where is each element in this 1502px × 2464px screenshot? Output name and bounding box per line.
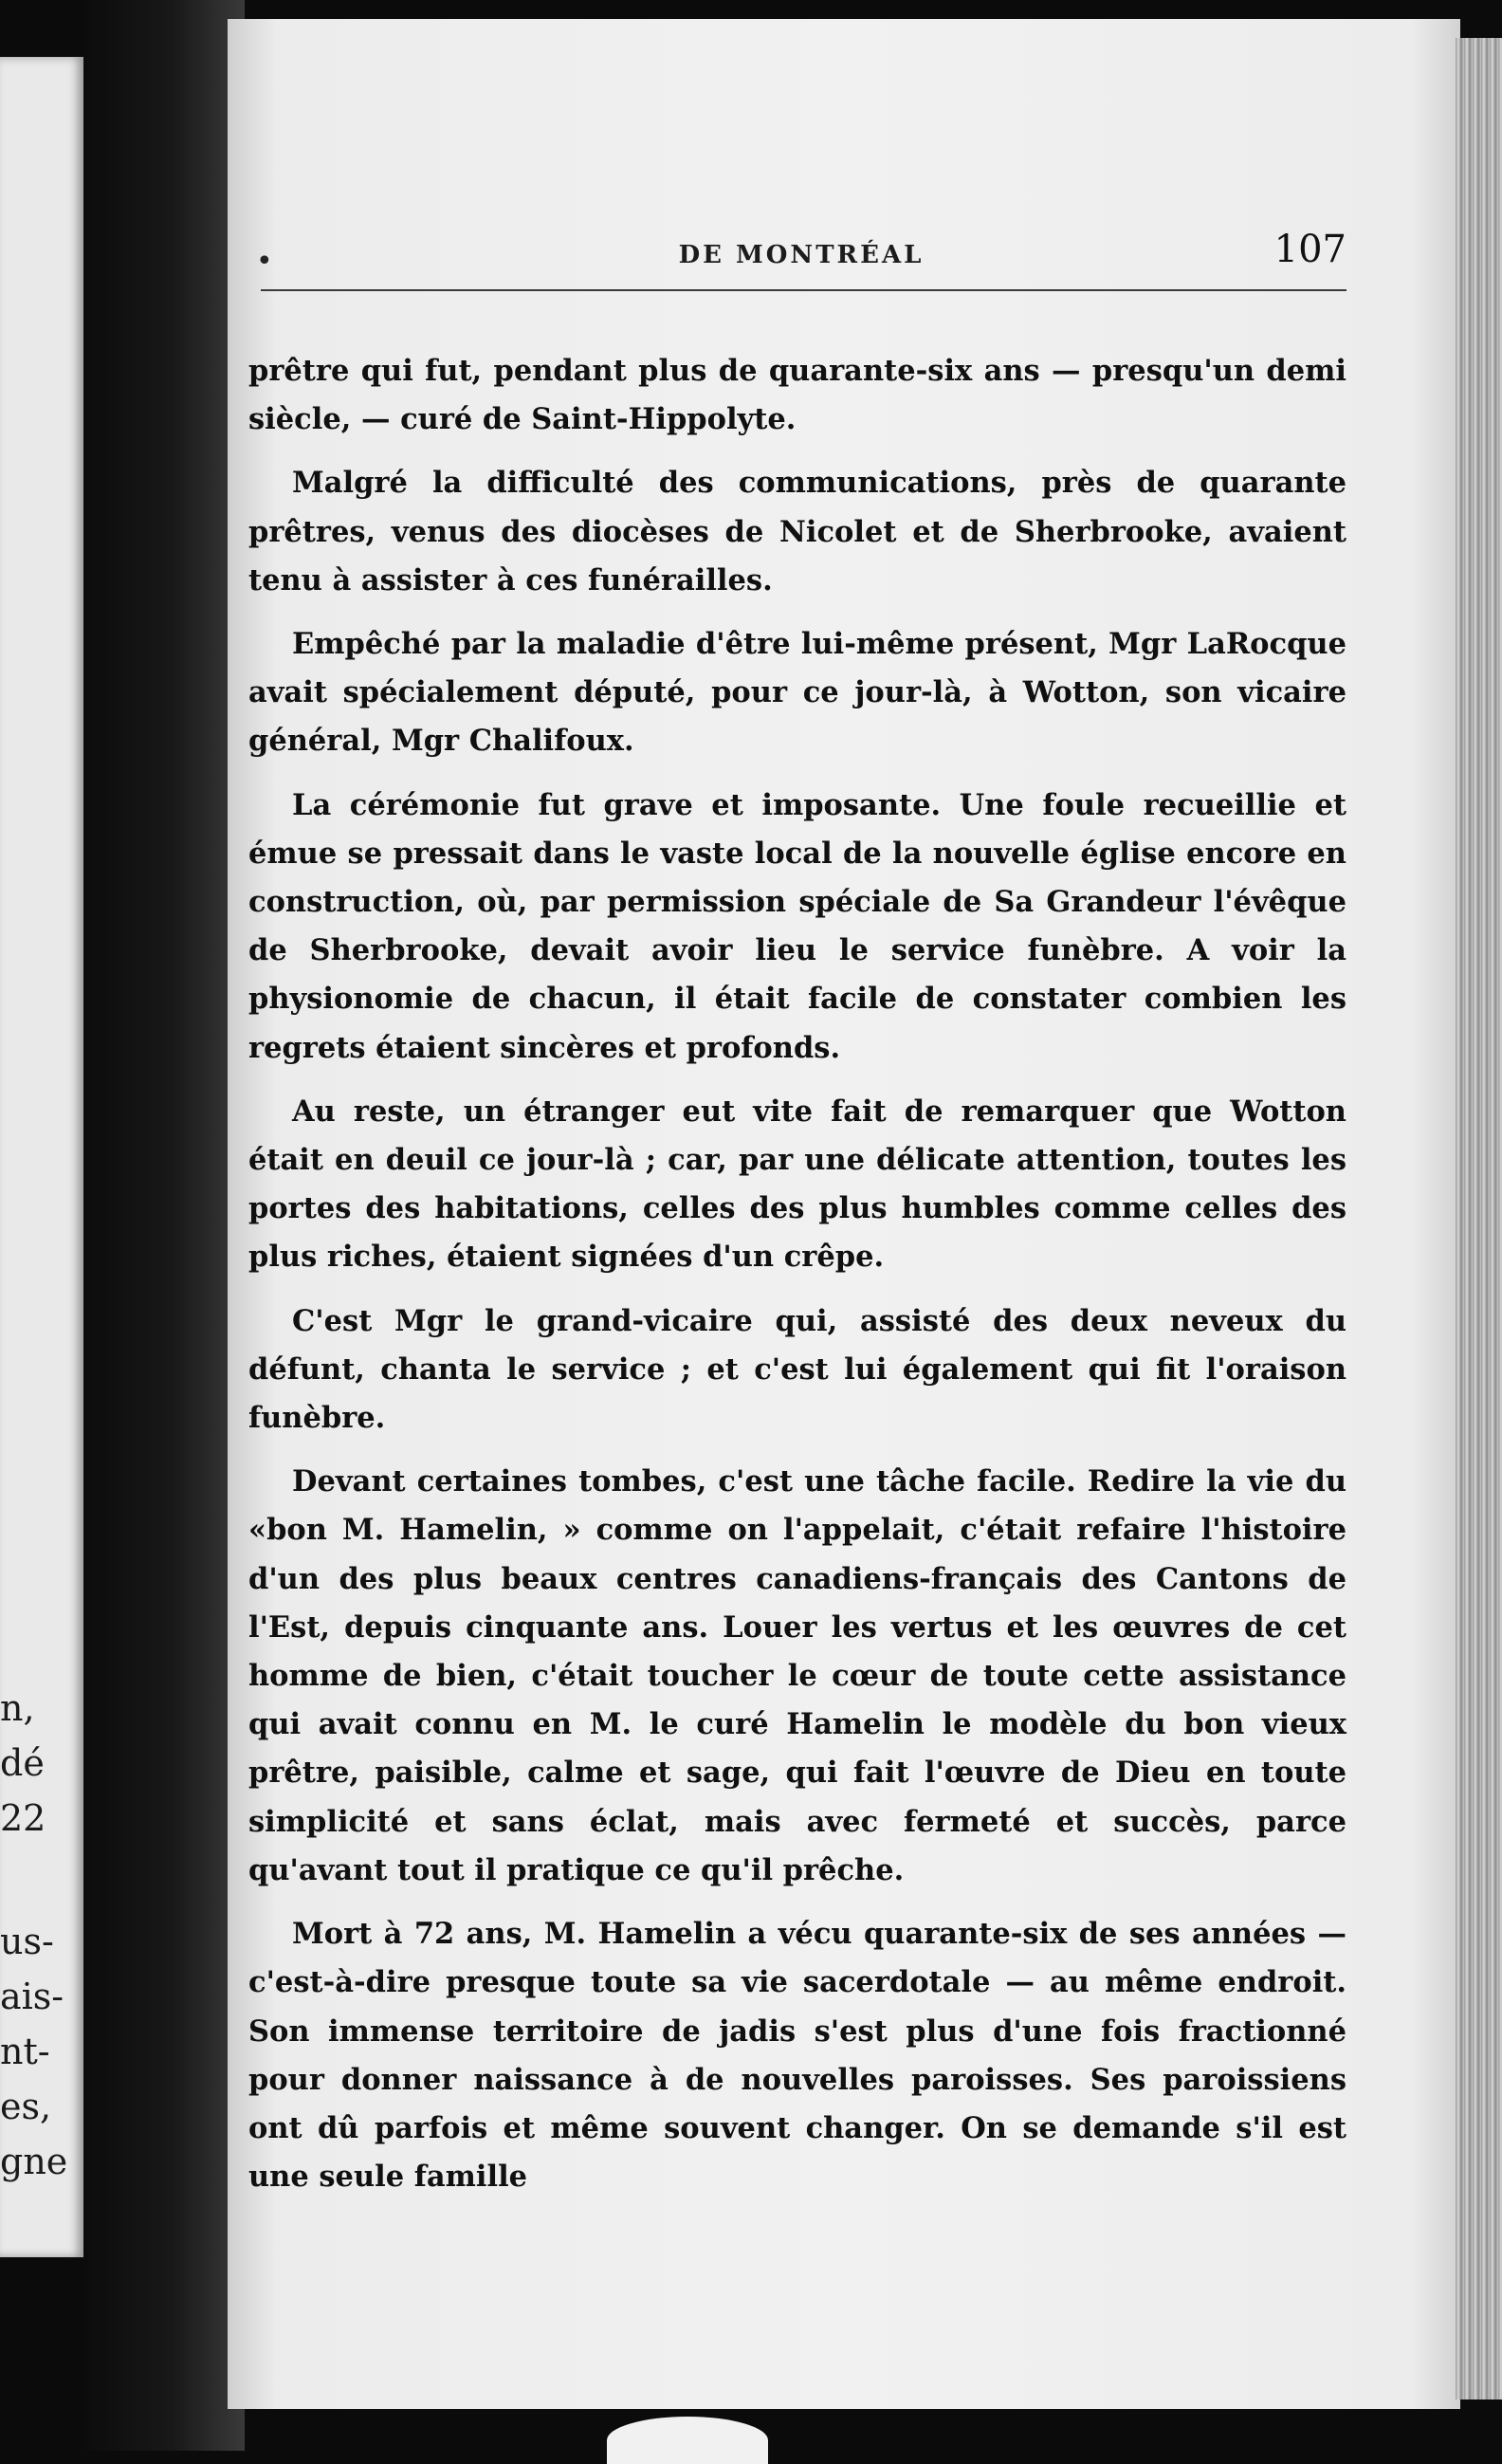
left-page-fragment: es, — [0, 2086, 52, 2127]
paragraph: Au reste, un étranger eut vite fait de remarquer que Wotton était en deuil ce jour-là ; car, par une délicate attention, toutes les portes des habitations, celles des plus humbles comme celles des plus riches, étaient signées d'un crêpe. — [248, 1094, 1346, 1275]
paragraph: Malgré la difficulté des communications, près de quarante prêtres, venus des diocèses de Nicolet et de Sherbrooke, avaient tenu à assister à ces funérailles. — [248, 466, 1346, 598]
paragraph: C'est Mgr le grand-vicaire qui, assisté des deux neveux du défunt, chanta le service ; et c'est lui également qui fit l'oraison funèbre. — [248, 1303, 1346, 1436]
left-page-fragment: us- — [0, 1921, 54, 1962]
book-gutter — [83, 0, 245, 2451]
running-header — [256, 228, 1346, 278]
running-title: DE MONTRÉAL — [678, 241, 925, 269]
paragraph: La cérémonie fut grave et imposante. Une foule recueillie et émue se pressait dans le vaste local de la nouvelle église encore en construction, où, par permission spéciale de Sa Grandeur l'évêque de Sherbrooke, devait avoir lieu le service funèbre. A voir la physionomie de chacun, il était facile de constater combien les regrets étaient sincères et profonds. — [248, 787, 1346, 1065]
page-number: 107 — [1273, 228, 1346, 271]
paragraph: Devant certaines tombes, c'est une tâche facile. Redire la vie du «bon M. Hamelin, » comme on l'appelait, c'était refaire l'histoire d'un des plus beaux centres canadiens-français des Cantons de l'Est, depuis cinquante ans. Louer les vertus et les œuvres de cet homme de bien, c'était toucher le cœur de toute cette assistance qui avait connu en M. le curé Hamelin le modèle du bon vieux prêtre, paisible, calme et sage, qui fait l'œuvre de Dieu en toute simplicité et sans éclat, mais avec fermeté et succès, parce qu'avant tout il pratique ce qu'il prêche. — [248, 1464, 1346, 1887]
paragraph: Mort à 72 ans, M. Hamelin a vécu quarante-six de ses années — c'est-à-dire presque toute sa vie sacerdotale — au même endroit. Son immense territoire de jadis s'est plus d'une fois fractionné pour donner naissance à de nouvelles paroisses. Ses paroissiens ont dû parfois et même souvent changer. On se demande s'il est une seule famille — [248, 1917, 1346, 2195]
left-page-fragment: dé — [0, 1742, 45, 1784]
left-page-fragment: n, — [0, 1687, 35, 1729]
left-page-fragment: 22 — [0, 1797, 46, 1839]
header-dot: • — [256, 245, 273, 278]
left-page-edge — [0, 57, 83, 2257]
page-damage-mark — [607, 2417, 768, 2464]
left-page-fragment: gne — [0, 2141, 68, 2182]
page-block-edges — [1456, 38, 1502, 2400]
paragraph: Empêché par la maladie d'être lui-même présent, Mgr LaRocque avait spécialement député, pour ce jour-là, à Wotton, son vicaire général, Mgr Chalifoux. — [248, 627, 1346, 759]
page-body — [248, 347, 1346, 2216]
header-rule — [261, 289, 1346, 291]
left-page-fragment: ais- — [0, 1976, 64, 2017]
paragraph: prêtre qui fut, pendant plus de quarante-six ans — presqu'un demi siècle, — curé de Saint-Hippolyte. — [248, 354, 1346, 437]
left-page-fragment: nt- — [0, 2031, 50, 2072]
